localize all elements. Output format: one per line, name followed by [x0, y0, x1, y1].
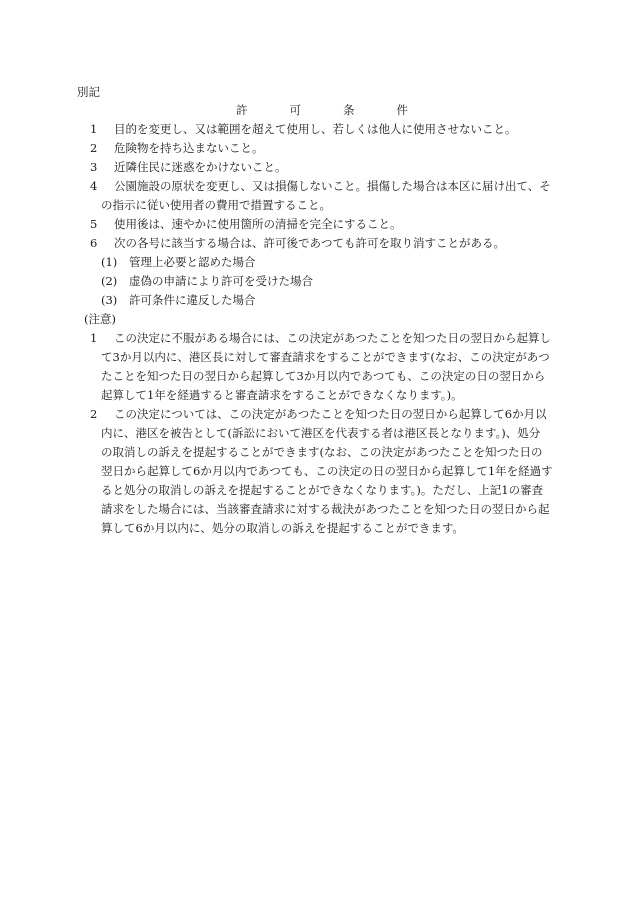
condition-text-continued: の指示に従い使用者の費用で措置すること。 [101, 198, 331, 212]
condition-text: 公園施設の原状を変更し、又は損傷しないこと。損傷した場合は本区に届け出て、そ [114, 179, 551, 193]
condition-text: 次の各号に該当する場合は、許可後であつても許可を取り消すことがある。 [114, 236, 505, 250]
condition-text: 近隣住民に迷惑をかけないこと。 [114, 160, 287, 174]
condition-number: 5 [90, 217, 98, 231]
document-title [236, 101, 408, 121]
note-item [90, 329, 551, 349]
notes-heading: (注意) [84, 312, 116, 326]
note-text-continued: 内に、港区を被告として(訴訟において港区を代表する者は港区長となります。)、処分 [101, 426, 541, 440]
sub-item-text: 虚偽の申請により許可を受けた場合 [129, 274, 313, 288]
note-text: この決定については、この決定があつたことを知つた日の翌日から起算して6か月以 [114, 407, 547, 421]
note-item [90, 405, 547, 425]
title-char: 件 [396, 103, 408, 117]
note-text-continued: 請求をした場合には、当該審査請求に対する裁決があつたことを知つた日の翌日から起 [101, 502, 550, 516]
condition-text: 危険物を持ち込まないこと。 [114, 141, 264, 155]
note-text-continued: たことを知つた日の翌日から起算して3か月以内であつても、この決定の日の翌日から [101, 369, 546, 383]
note-text-continued: て3か月以内に、港区長に対して審査請求をすることができます(なお、この決定があつ [101, 350, 550, 364]
note-text-continued: 翌日から起算して6か月以内であつても、この決定の日の翌日から起算して1年を経過す [101, 464, 553, 478]
title-char: 許 [236, 103, 248, 117]
condition-item [90, 139, 264, 159]
condition-number: 1 [90, 122, 98, 136]
condition-text: 使用後は、速やかに使用箇所の清掃を完全にすること。 [114, 217, 402, 231]
note-text-continued: ると処分の取消しの訴えを提起することができなくなります。)。ただし、上記1の審査 [101, 483, 544, 497]
note-text: この決定に不服がある場合には、この決定があつたことを知つた日の翌日から起算し [114, 331, 551, 345]
sub-item [101, 272, 313, 292]
title-char: 条 [343, 103, 355, 117]
condition-item [90, 158, 287, 178]
note-text-continued: の取消しの訴えを提起することができます(なお、この決定があつたことを知つた日の [101, 445, 543, 459]
condition-item [90, 120, 517, 140]
sub-item-number: (1) [101, 255, 118, 269]
note-text-continued: 算して6か月以内に、処分の取消しの訴えを提起することができます。 [101, 521, 464, 535]
note-number: 1 [90, 331, 98, 345]
condition-number: 3 [90, 160, 98, 174]
condition-item [90, 215, 402, 235]
note-number: 2 [90, 407, 98, 421]
condition-number: 4 [90, 179, 98, 193]
appendix-label: 別記 [77, 85, 100, 99]
condition-item [90, 177, 551, 197]
sub-item-text: 管理上必要と認めた場合 [129, 255, 256, 269]
condition-text: 目的を変更し、又は範囲を超えて使用し、若しくは他人に使用させないこと。 [114, 122, 517, 136]
note-text-continued: 起算して1年を経過すると審査請求をすることができなくなります。)。 [101, 388, 463, 402]
condition-number: 2 [90, 141, 98, 155]
sub-item [101, 291, 256, 311]
condition-item [90, 234, 505, 254]
title-char: 可 [289, 103, 301, 117]
sub-item [101, 253, 256, 273]
sub-item-text: 許可条件に違反した場合 [129, 293, 256, 307]
sub-item-number: (3) [101, 293, 118, 307]
sub-item-number: (2) [101, 274, 118, 288]
condition-number: 6 [90, 236, 98, 250]
